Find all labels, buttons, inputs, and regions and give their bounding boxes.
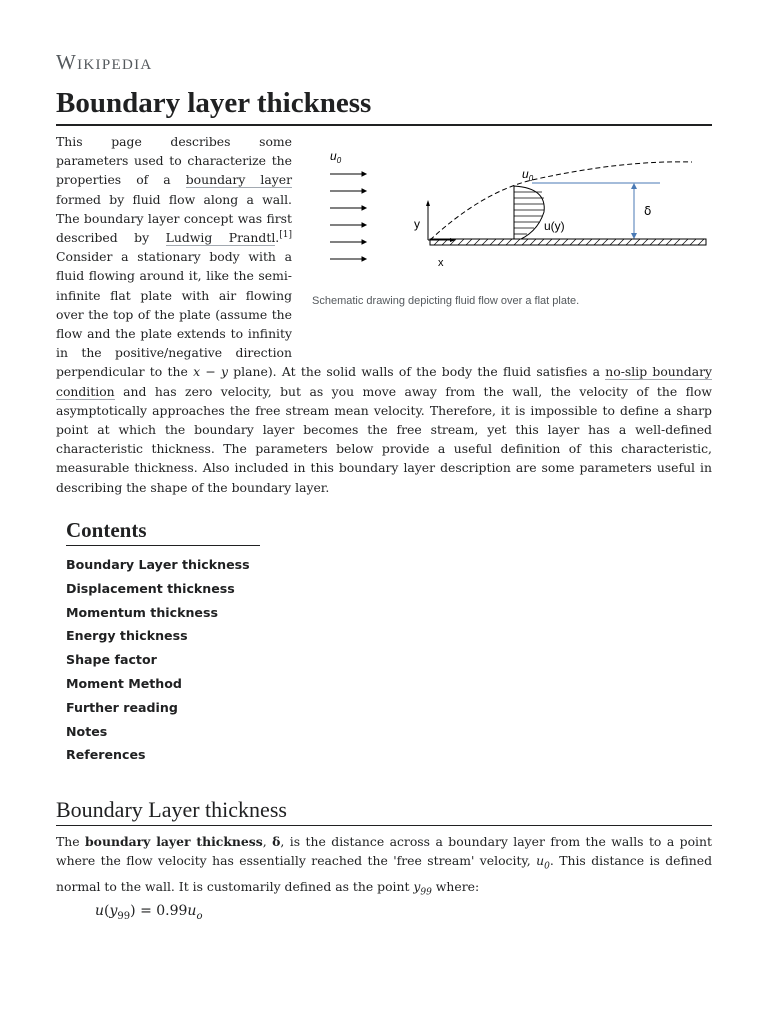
toc-item[interactable]: Momentum thickness [66,604,218,620]
toc-item[interactable]: Moment Method [66,675,182,691]
link-ludwig-prandtl[interactable]: Ludwig Prandtl [165,230,276,246]
section-title: Boundary Layer thickness [56,797,712,826]
label-delta: δ [644,204,652,218]
reference-1[interactable]: [1] [279,229,292,240]
label-u0-edge: u [522,167,529,181]
svg-text:u0: $u_0$ [522,167,534,183]
intro-paragraph: $u_0$ $u_0$ y x u(y) δ Schematic drawing depicting fluid flow over a flat plate. This page describes some parameters used to characterize the properties of a boundary layer formed by fluid flow along a wall. The boundary layer concept was first described by Ludwig Prandtl.[1] Consider a stationary body with a fluid flowing around it, like the semi-infinite flat plate with air flowing over the top of the plate (assume the flow and the plate extends to infinity in the positive/negative direction perpendicular to the x − y plane). At the solid walls of the body the fluid satisfies a no-slip boundary condition and has zero velocity, but as you move away from the wall, the velocity of the flow asymptotically approaches the free stream mean velocity. Therefore, it is impossible to define a sharp point at which the boundary layer becomes the free stream, yet this layer has a well-defined characteristic thickness. The parameters below provide a useful definition of this characteristic, measurable thickness. Also included in this boundary layer description are some parameters useful in describing the shape of the boundary layer. [56,134,713,495]
link-no-slip-condition[interactable]: no-slip boundary condition [56,364,713,399]
toc-title: Contents [66,518,260,546]
toc-item[interactable]: References [66,747,146,763]
toc-item[interactable]: Notes [66,723,108,739]
label-u0-free: u [330,149,337,163]
free-stream-arrows [330,172,366,261]
toc-item[interactable]: Boundary Layer thickness [66,557,250,572]
toc-item[interactable]: Shape factor [66,652,157,668]
svg-text:u0: $u_0$ [330,149,342,165]
label-x-axis: x [438,257,444,269]
math-xy-plane: x − y [193,364,228,380]
toc-item[interactable]: Displacement thickness [66,580,235,596]
toc-item[interactable]: Further reading [66,699,178,715]
link-boundary-layer[interactable]: boundary layer [185,172,293,188]
figure-caption: Schematic drawing depicting fluid flow over a flat plate. [312,295,580,307]
label-y-axis: y [414,217,420,231]
page-title: Boundary layer thickness [56,86,712,126]
wikipedia-wordmark[interactable]: Wikipedia [56,50,153,74]
flat-plate-diagram [322,142,712,282]
table-of-contents [66,518,276,767]
flow-figure[interactable] [302,132,712,352]
section-paragraph: The boundary layer thickness, δ, is the distance across a boundary layer from the walls to a point where the flow velocity has essentially reached the 'free stream' velocity, $u_0$. This distance is defined normal to the wall. It is customarily defined as the point $y_{99}$ where: [56,834,712,898]
toc-item[interactable]: Energy thickness [66,628,188,644]
equation-y99: $u(y_{99}) = 0.99u_o$ [95,903,203,922]
label-uy: u(y) [544,219,565,233]
profile-hatch [514,192,544,234]
